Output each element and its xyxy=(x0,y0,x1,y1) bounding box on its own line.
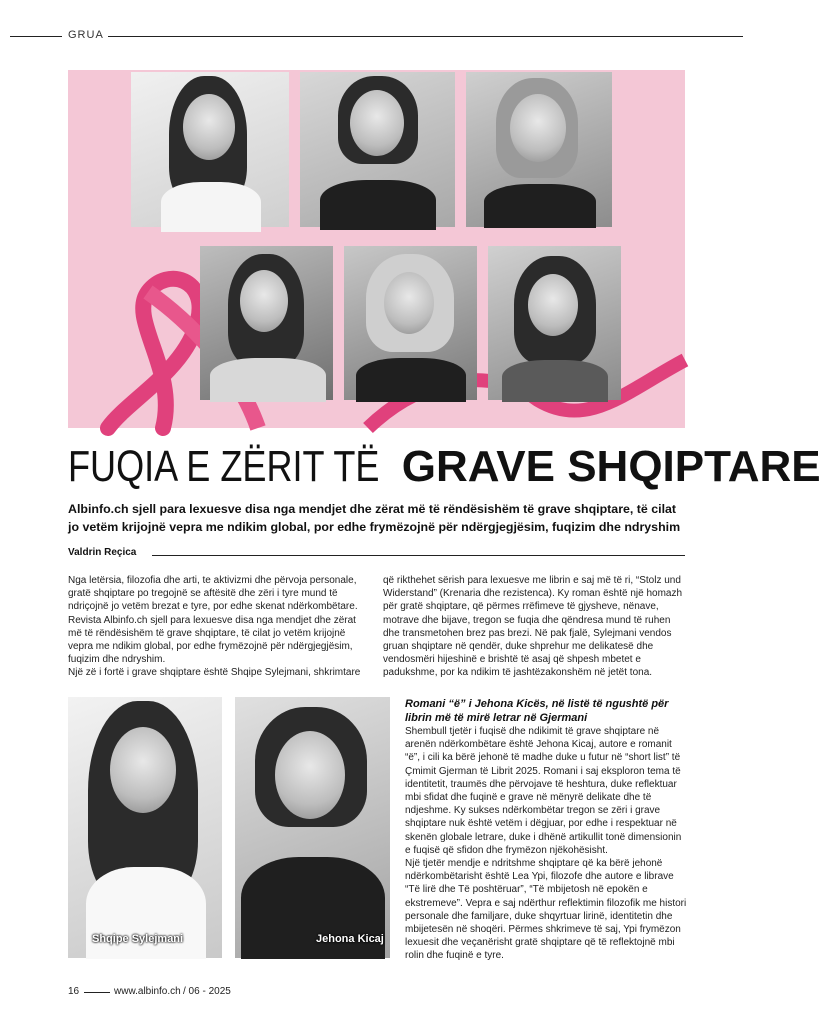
paragraph: Një zë i fortë i grave shqiptare është Shqipe Sylejmani, shkrimtare xyxy=(68,667,361,679)
author-name: Valdrin Reçica xyxy=(68,547,137,558)
article-lead: Albinfo.ch sjell para lexuesve disa nga mendjet dhe zërat më të rëndësishëm të grave shqiptare, të cilat jo vetëm krijojnë vepra me ndikim global, por edhe frymëzojnë për ndërgjegjësim, fuqizim dhe ndryshim xyxy=(68,502,681,534)
column-body-right xyxy=(405,697,687,963)
footer-rule xyxy=(84,992,110,993)
column-right xyxy=(383,574,685,680)
column-left xyxy=(68,574,368,680)
portrait-photo xyxy=(488,246,621,400)
headline-bold: GRAVE SHQIPTARE xyxy=(401,442,821,491)
paragraph: Nga letërsia, filozofia dhe arti, te aktivizmi dhe përvoja personale, gratë shqiptare po tregojnë se aftësitë dhe zëri i tyre mund të ndriçojnë jo vetëm brezat e tyre, por edhe skenat ndërkombëtare. Revista Albinfo.ch sjell para lexuesve disa nga mendjet dhe zërat më të rëndësishëm të grave shqiptare, të cilat jo vetëm krijojnë vepra me ndikim global, por edhe frymëzojnë për ndërgjegjësim, fuqizim dhe ndryshim. xyxy=(68,575,358,666)
footer-issue: / 06 - 2025 xyxy=(183,986,231,997)
caption-right: Jehona Kicaj xyxy=(316,933,384,945)
header-rule-left xyxy=(10,36,62,37)
paragraph: që rikthehet sërish para lexuesve me librin e saj më të ri, “Stolz und Widerstand” (Krenaria dhe rezistenca). Ky roman është një homazh për gratë shqiptare, që përmes rrëfimeve të gjysheve, nënave, motrave dhe bijave, tregon se fuqia dhe qëndresa mund të ruhen dhe transmetohen brez pas brezi. Në pak fjalë, Sylejmani vendos gruan shqiptare në qendër, duke shprehur me delikatesë dhe vendosmëri hijeshinë e brishtë të asaj që shpesh mbetet e padukshme, por ka ndikim të jashtëzakonshëm në jetët tona. xyxy=(383,575,683,679)
caption-left: Shqipe Sylejmani xyxy=(92,933,184,945)
article-headline xyxy=(68,442,821,491)
paragraph: Shembull tjetër i fuqisë dhe ndikimit të grave shqiptare në arenën ndërkombëtare është Jehona Kicaj, autore e romanit “ë”, i cili ka bërë jehonë të madhe duke u futur në “short list” të Çmimit Gjerman të Librit 2025. Romani i saj eksploron tema të identitetit, traumës dhe përvojave të heshtura, duke reflektuar mbi sfidat dhe fuqinë e grave në mënyrë delikate dhe të ndjeshme. Ky sukses ndërkombëtar tregon se zëri i grave shqiptare nuk është vetëm i dëgjuar, por edhe i respektuar në skenën globale letrare, duke i dhënë artikullit tonë dimensionin e fuqisë që sfidon dhe frymëzon njëkohësisht. xyxy=(405,726,682,856)
portrait-photo xyxy=(131,72,289,227)
subheading: Romani “ë” i Jehona Kicës, në listë të ngushtë për librin më të mirë letrar në Gjermani xyxy=(405,698,669,724)
portrait-photo xyxy=(200,246,333,400)
portrait-shqipe-sylejmani xyxy=(68,697,222,958)
author-rule xyxy=(152,555,685,556)
portrait-photo xyxy=(344,246,477,400)
header-rule-right xyxy=(108,36,743,37)
hero-collage xyxy=(68,70,685,428)
portrait-jehona-kicaj xyxy=(235,697,390,958)
footer-site: www.albinfo.ch xyxy=(114,986,181,997)
portrait-photo xyxy=(466,72,612,227)
headline-light: FUQIA E ZËRIT TË xyxy=(68,442,380,491)
section-label: GRUA xyxy=(68,29,104,41)
page-number: 16 xyxy=(68,986,80,997)
paragraph: Një tjetër mendje e ndritshme shqiptare që ka bërë jehonë ndërkombëtarisht është Lea Ypi, filozofe dhe autore e librave “Të lirë dhe Të poshtëruar”, “Të mbijetosh në epokën e ekstremeve”. Vepra e saj ndërthur reflektimin filozofik me histori personale dhe familjare, duke shqyrtuar lirinë, identitetin dhe mbijetesën në shoqëri. Përmes shkrimeve të saj, Ypi frymëzon lexuesit dhe veçanërisht gratë shqiptare që të reflektojnë mbi rolin dhe fuqinë e tyre. xyxy=(405,858,687,962)
portrait-photo xyxy=(300,72,455,227)
